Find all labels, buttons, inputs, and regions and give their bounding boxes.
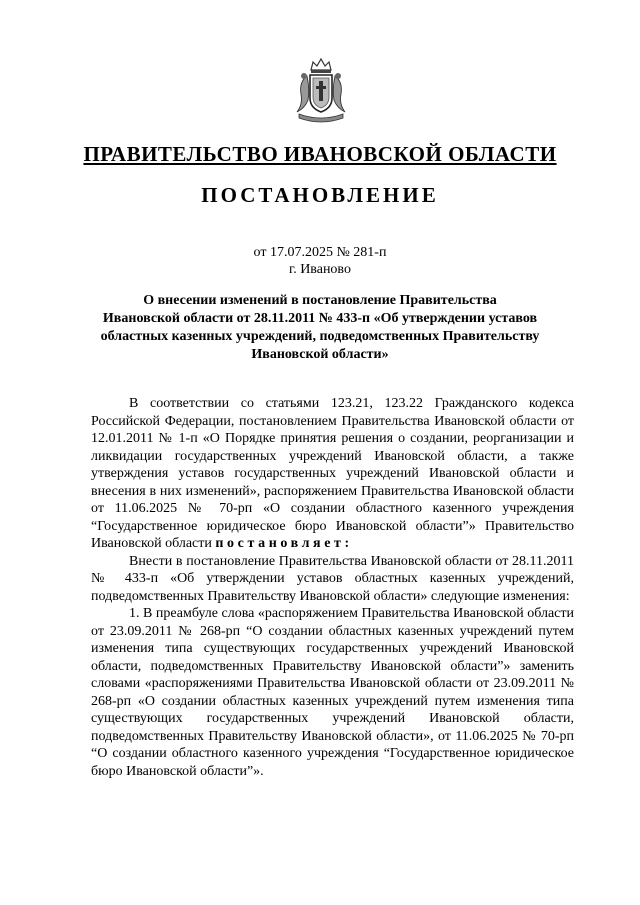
city: г. Иваново	[289, 262, 351, 277]
document-meta	[0, 244, 640, 278]
document-body	[91, 395, 574, 780]
document-type: ПОСТАНОВЛЕНИЕ	[201, 183, 439, 207]
subject-line: областных казенных учреждений, подведомственных Правительству	[100, 329, 540, 344]
paragraph-amend: Внести в постановление Правительства Ивановской области от 28.11.2011 № 433-п «Об утверждении уставов областных казенных учреждений, подведомственных Правительству Ивановской области» следующие изменения:	[91, 553, 574, 604]
preamble-text: В соответствии со статьями 123.21, 123.22 Гражданского кодекса Российской Федерации, постановлением Правительства Ивановской области от 12.01.2011 № 1-п «О Порядке принятия решения о создании, реорганизации и ликвидации государственных учреждений Ивановской области, а также утверждения уставов государственных учреждений Ивановской области и внесения в них изменений», распоряжением Правительства Ивановской области от 11.06.2025 № 70-рп «О создании областного казенного учреждения “Государственное юридическое бюро Ивановской области”» Правительство Ивановской области	[91, 396, 574, 551]
subject-line: Ивановской области»	[251, 347, 389, 362]
resolves-word: постановляет:	[215, 536, 353, 551]
coat-of-arms-icon	[291, 56, 351, 124]
paragraph-preamble	[91, 395, 574, 553]
subject-line: Ивановской области от 28.11.2011 № 433-п «Об утверждении уставов	[102, 311, 538, 326]
date-number: от 17.07.2025 № 281-п	[253, 245, 387, 260]
document-subject	[80, 292, 560, 364]
paragraph-item-1: 1. В преамбуле слова «распоряжением Правительства Ивановской области от 23.09.2011 № 268-рп “О создании областных казенных учреждений путем изменения типа существующих государственных учреждений Ивановской области, подведомственных Правительству Ивановской области”» заменить словами «распоряжениями Правительства Ивановской области от 23.09.2011 № 268-рп «О создании областных казенных учреждений путем изменения типа существующих государственных учреждений Ивановской области, подведомственных Правительству Ивановской области», от 11.06.2025 № 70-рп “О создании областного казенного учреждения “Государственное юридическое бюро Ивановской области”».	[91, 606, 574, 779]
government-title: ПРАВИТЕЛЬСТВО ИВАНОВСКОЙ ОБЛАСТИ	[83, 142, 557, 166]
subject-line: О внесении изменений в постановление Правительства	[143, 293, 497, 308]
